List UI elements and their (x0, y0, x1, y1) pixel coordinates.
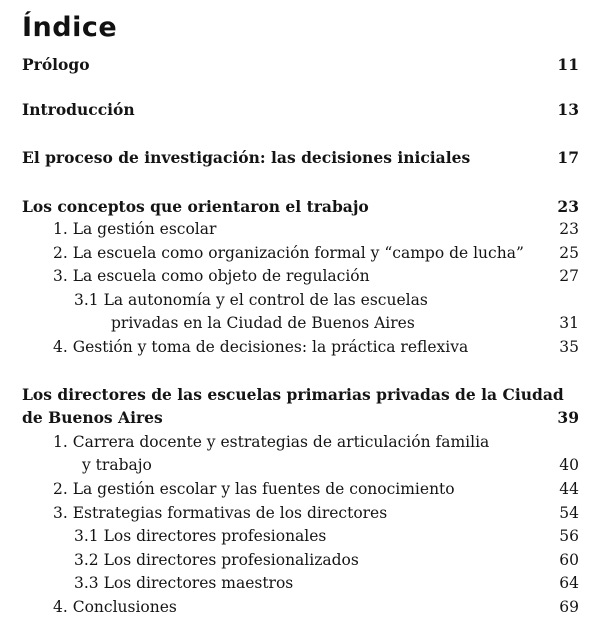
toc-entry-page: 35 (559, 338, 579, 356)
toc-entry-organizacion[interactable] (0, 242, 600, 264)
toc-entry-conceptos[interactable] (0, 196, 600, 218)
toc-entry-page: 23 (557, 197, 579, 216)
toc-entry-label: 2. La escuela como organización formal y “campo de lucha” (53, 244, 524, 262)
toc-entry-label: Los conceptos que orientaron el trabajo (22, 197, 369, 216)
toc-entry-page: 13 (557, 100, 579, 119)
toc-entry-label: de Buenos Aires (22, 408, 163, 427)
toc-entry-label: 1. Carrera docente y estrategias de articulación familia (53, 433, 490, 451)
toc-entry-profesionales[interactable] (0, 525, 600, 547)
toc-entry-proceso[interactable] (0, 147, 600, 169)
toc-entry-page: 69 (559, 598, 579, 616)
toc-entry-label: 1. La gestión escolar (53, 220, 217, 238)
toc-entry-label: 3. Estrategias formativas de los directores (53, 504, 388, 522)
toc-entry-label: y trabajo (82, 456, 152, 474)
toc-entry-page: 23 (559, 220, 579, 238)
toc-entry-page: 27 (559, 267, 579, 285)
toc-entry-estrategias[interactable] (0, 502, 600, 524)
toc-entry-page: 44 (559, 480, 579, 498)
toc-entry-page: 56 (559, 527, 579, 545)
toc-entry-label: 2. La gestión escolar y las fuentes de conocimiento (53, 480, 455, 498)
toc-entry-label: 3.1 La autonomía y el control de las escuelas (74, 291, 428, 309)
toc-entry-page: 40 (559, 456, 579, 474)
toc-entry-prologo[interactable] (0, 54, 600, 76)
toc-entry-fuentes[interactable] (0, 478, 600, 500)
toc-entry-gestion-escolar[interactable] (0, 218, 600, 240)
toc-entry-label: Los directores de las escuelas primarias privadas de la Ciudad (22, 385, 564, 404)
toc-entry-page: 25 (559, 244, 579, 262)
toc-entry-label: El proceso de investigación: las decisiones iniciales (22, 148, 471, 167)
toc-entry-regulacion[interactable] (0, 265, 600, 287)
toc-entry-autonomia-cont[interactable] (0, 312, 600, 334)
toc-entry-page: 11 (557, 55, 579, 74)
toc-entry-page: 17 (557, 148, 579, 167)
toc-entry-label: Prólogo (22, 55, 90, 74)
toc-entry-autonomia[interactable] (0, 289, 600, 311)
toc-entry-label: 4. Conclusiones (53, 598, 177, 616)
toc-entry-label: 3.2 Los directores profesionalizados (74, 551, 359, 569)
toc-entry-directores-cont[interactable] (0, 407, 600, 429)
toc-entry-profesionalizados[interactable] (0, 549, 600, 571)
toc-entry-carrera-cont[interactable] (0, 454, 600, 476)
toc-entry-label: 3. La escuela como objeto de regulación (53, 267, 370, 285)
toc-entry-page: 31 (559, 314, 579, 332)
toc-entry-carrera[interactable] (0, 431, 600, 453)
toc-entry-toma-decisiones[interactable] (0, 336, 600, 358)
toc-entry-conclusiones[interactable] (0, 596, 600, 618)
toc-entry-page: 54 (559, 504, 579, 522)
toc-entry-directores[interactable] (0, 384, 600, 406)
toc-entry-page: 64 (559, 574, 579, 592)
toc-entry-label: Introducción (22, 100, 135, 119)
toc-entry-maestros[interactable] (0, 572, 600, 594)
toc-entry-label: 4. Gestión y toma de decisiones: la práctica reflexiva (53, 338, 469, 356)
toc-entry-introduccion[interactable] (0, 99, 600, 121)
toc-entry-page: 60 (559, 551, 579, 569)
toc-entry-label: 3.3 Los directores maestros (74, 574, 294, 592)
toc-entry-page: 39 (557, 408, 579, 427)
toc-entry-label: 3.1 Los directores profesionales (74, 527, 327, 545)
toc-entry-label: privadas en la Ciudad de Buenos Aires (111, 314, 415, 332)
page-title: Índice (22, 12, 118, 43)
